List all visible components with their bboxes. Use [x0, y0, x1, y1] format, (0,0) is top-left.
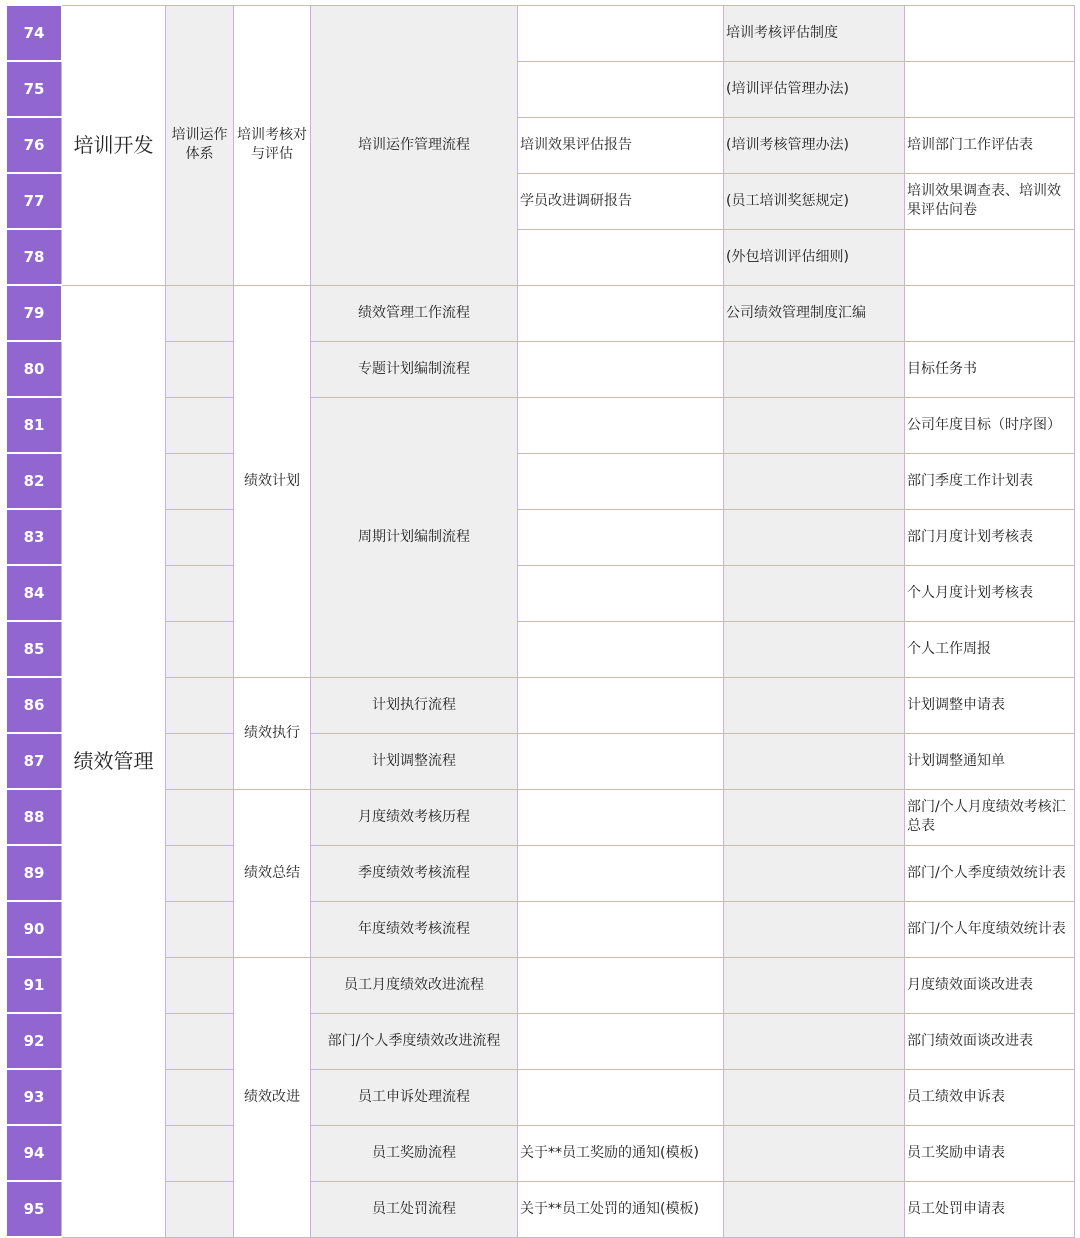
row-number: 93 — [7, 1069, 62, 1125]
system-cell — [724, 677, 905, 733]
form-cell: 学员改进调研报告 — [518, 173, 724, 229]
table-row — [7, 1125, 1075, 1181]
row-number: 75 — [7, 61, 62, 117]
row-number: 90 — [7, 901, 62, 957]
process-cell: 周期计划编制流程 — [311, 397, 518, 677]
form-cell — [518, 957, 724, 1013]
table-cell: 计划调整申请表 — [905, 677, 1075, 733]
subsystem-cell — [166, 509, 234, 565]
category-cell: 绩效管理 — [62, 285, 166, 1237]
form-cell — [518, 1013, 724, 1069]
subsystem-cell — [166, 845, 234, 901]
system-cell — [724, 789, 905, 845]
form-cell — [518, 845, 724, 901]
table-cell: 个人月度计划考核表 — [905, 565, 1075, 621]
table-row — [7, 733, 1075, 789]
system-cell — [724, 509, 905, 565]
table-cell — [905, 285, 1075, 341]
process-cell: 培训运作管理流程 — [311, 6, 518, 286]
module-cell: 培训考核对与评估 — [234, 6, 311, 286]
subsystem-cell — [166, 1125, 234, 1181]
table-cell — [905, 61, 1075, 117]
table-cell: 部门月度计划考核表 — [905, 509, 1075, 565]
system-cell: (培训评估管理办法) — [724, 61, 905, 117]
subsystem-cell — [166, 565, 234, 621]
module-cell: 绩效总结 — [234, 789, 311, 957]
form-cell — [518, 509, 724, 565]
table-cell: 目标任务书 — [905, 341, 1075, 397]
table-cell: 员工处罚申请表 — [905, 1181, 1075, 1237]
module-cell: 绩效计划 — [234, 285, 311, 677]
system-cell — [724, 453, 905, 509]
table-row — [7, 957, 1075, 1013]
subsystem-cell — [166, 1181, 234, 1237]
process-cell: 计划执行流程 — [311, 677, 518, 733]
module-cell: 绩效改进 — [234, 957, 311, 1237]
system-cell — [724, 565, 905, 621]
row-number: 86 — [7, 677, 62, 733]
subsystem-cell — [166, 1069, 234, 1125]
system-cell: (培训考核管理办法) — [724, 117, 905, 173]
row-number: 95 — [7, 1181, 62, 1237]
table-row — [7, 565, 1075, 621]
system-cell — [724, 1069, 905, 1125]
form-cell — [518, 677, 724, 733]
table-cell: 个人工作周报 — [905, 621, 1075, 677]
row-number: 94 — [7, 1125, 62, 1181]
form-cell — [518, 789, 724, 845]
process-cell: 员工奖励流程 — [311, 1125, 518, 1181]
system-cell — [724, 397, 905, 453]
form-cell — [518, 453, 724, 509]
system-cell — [724, 1125, 905, 1181]
table-cell: 员工奖励申请表 — [905, 1125, 1075, 1181]
form-cell — [518, 901, 724, 957]
system-cell: 培训考核评估制度 — [724, 6, 905, 62]
form-cell — [518, 61, 724, 117]
process-cell: 月度绩效考核历程 — [311, 789, 518, 845]
table-row — [7, 285, 1075, 341]
subsystem-cell — [166, 733, 234, 789]
table-cell: 计划调整通知单 — [905, 733, 1075, 789]
row-number: 79 — [7, 285, 62, 341]
row-number: 89 — [7, 845, 62, 901]
form-cell — [518, 285, 724, 341]
table-cell: 员工绩效申诉表 — [905, 1069, 1075, 1125]
form-cell — [518, 341, 724, 397]
table-cell: 培训效果调查表、培训效果评估问卷 — [905, 173, 1075, 229]
subsystem-cell: 培训运作体系 — [166, 6, 234, 286]
table-cell: 月度绩效面谈改进表 — [905, 957, 1075, 1013]
system-cell — [724, 733, 905, 789]
table-cell: 公司年度目标（时序图） — [905, 397, 1075, 453]
table-row — [7, 677, 1075, 733]
row-number: 78 — [7, 229, 62, 285]
row-number: 76 — [7, 117, 62, 173]
process-cell: 年度绩效考核流程 — [311, 901, 518, 957]
form-cell — [518, 621, 724, 677]
system-cell — [724, 1181, 905, 1237]
row-number: 92 — [7, 1013, 62, 1069]
row-number: 85 — [7, 621, 62, 677]
table-row — [7, 453, 1075, 509]
row-number: 81 — [7, 397, 62, 453]
subsystem-cell — [166, 341, 234, 397]
system-cell — [724, 957, 905, 1013]
form-cell — [518, 6, 724, 62]
process-cell: 部门/个人季度绩效改进流程 — [311, 1013, 518, 1069]
table-cell — [905, 229, 1075, 285]
subsystem-cell — [166, 1013, 234, 1069]
table-cell: 部门/个人季度绩效统计表 — [905, 845, 1075, 901]
table-row — [7, 1013, 1075, 1069]
subsystem-cell — [166, 957, 234, 1013]
table-cell: 部门季度工作计划表 — [905, 453, 1075, 509]
process-table — [6, 5, 1075, 1238]
system-cell — [724, 1013, 905, 1069]
row-number: 82 — [7, 453, 62, 509]
subsystem-cell — [166, 453, 234, 509]
subsystem-cell — [166, 285, 234, 341]
process-cell: 季度绩效考核流程 — [311, 845, 518, 901]
table-cell: 部门/个人月度绩效考核汇总表 — [905, 789, 1075, 845]
table-row — [7, 1069, 1075, 1125]
form-cell — [518, 1069, 724, 1125]
row-number: 77 — [7, 173, 62, 229]
row-number: 83 — [7, 509, 62, 565]
form-cell — [518, 733, 724, 789]
row-number: 84 — [7, 565, 62, 621]
table-row — [7, 6, 1075, 62]
module-cell: 绩效执行 — [234, 677, 311, 789]
table-cell — [905, 6, 1075, 62]
table-row — [7, 845, 1075, 901]
subsystem-cell — [166, 789, 234, 845]
table-row — [7, 789, 1075, 845]
system-cell: (外包培训评估细则) — [724, 229, 905, 285]
table-row — [7, 901, 1075, 957]
system-cell: (员工培训奖惩规定) — [724, 173, 905, 229]
subsystem-cell — [166, 397, 234, 453]
process-cell: 员工月度绩效改进流程 — [311, 957, 518, 1013]
process-cell: 绩效管理工作流程 — [311, 285, 518, 341]
form-cell — [518, 565, 724, 621]
table-row — [7, 1181, 1075, 1237]
table-cell: 培训部门工作评估表 — [905, 117, 1075, 173]
row-number: 80 — [7, 341, 62, 397]
table-cell: 部门绩效面谈改进表 — [905, 1013, 1075, 1069]
form-cell — [518, 397, 724, 453]
process-cell: 计划调整流程 — [311, 733, 518, 789]
table-row — [7, 397, 1075, 453]
table-row — [7, 509, 1075, 565]
system-cell — [724, 901, 905, 957]
category-cell: 培训开发 — [62, 6, 166, 286]
form-cell — [518, 229, 724, 285]
form-cell: 关于**员工奖励的通知(模板) — [518, 1125, 724, 1181]
system-cell — [724, 341, 905, 397]
process-cell: 专题计划编制流程 — [311, 341, 518, 397]
subsystem-cell — [166, 901, 234, 957]
process-cell: 员工处罚流程 — [311, 1181, 518, 1237]
system-cell — [724, 621, 905, 677]
table-cell: 部门/个人年度绩效统计表 — [905, 901, 1075, 957]
table-row — [7, 341, 1075, 397]
row-number: 88 — [7, 789, 62, 845]
subsystem-cell — [166, 677, 234, 733]
form-cell: 关于**员工处罚的通知(模板) — [518, 1181, 724, 1237]
table-row — [7, 621, 1075, 677]
row-number: 91 — [7, 957, 62, 1013]
system-cell: 公司绩效管理制度汇编 — [724, 285, 905, 341]
subsystem-cell — [166, 621, 234, 677]
system-cell — [724, 845, 905, 901]
row-number: 87 — [7, 733, 62, 789]
process-cell: 员工申诉处理流程 — [311, 1069, 518, 1125]
row-number: 74 — [7, 6, 62, 62]
form-cell: 培训效果评估报告 — [518, 117, 724, 173]
